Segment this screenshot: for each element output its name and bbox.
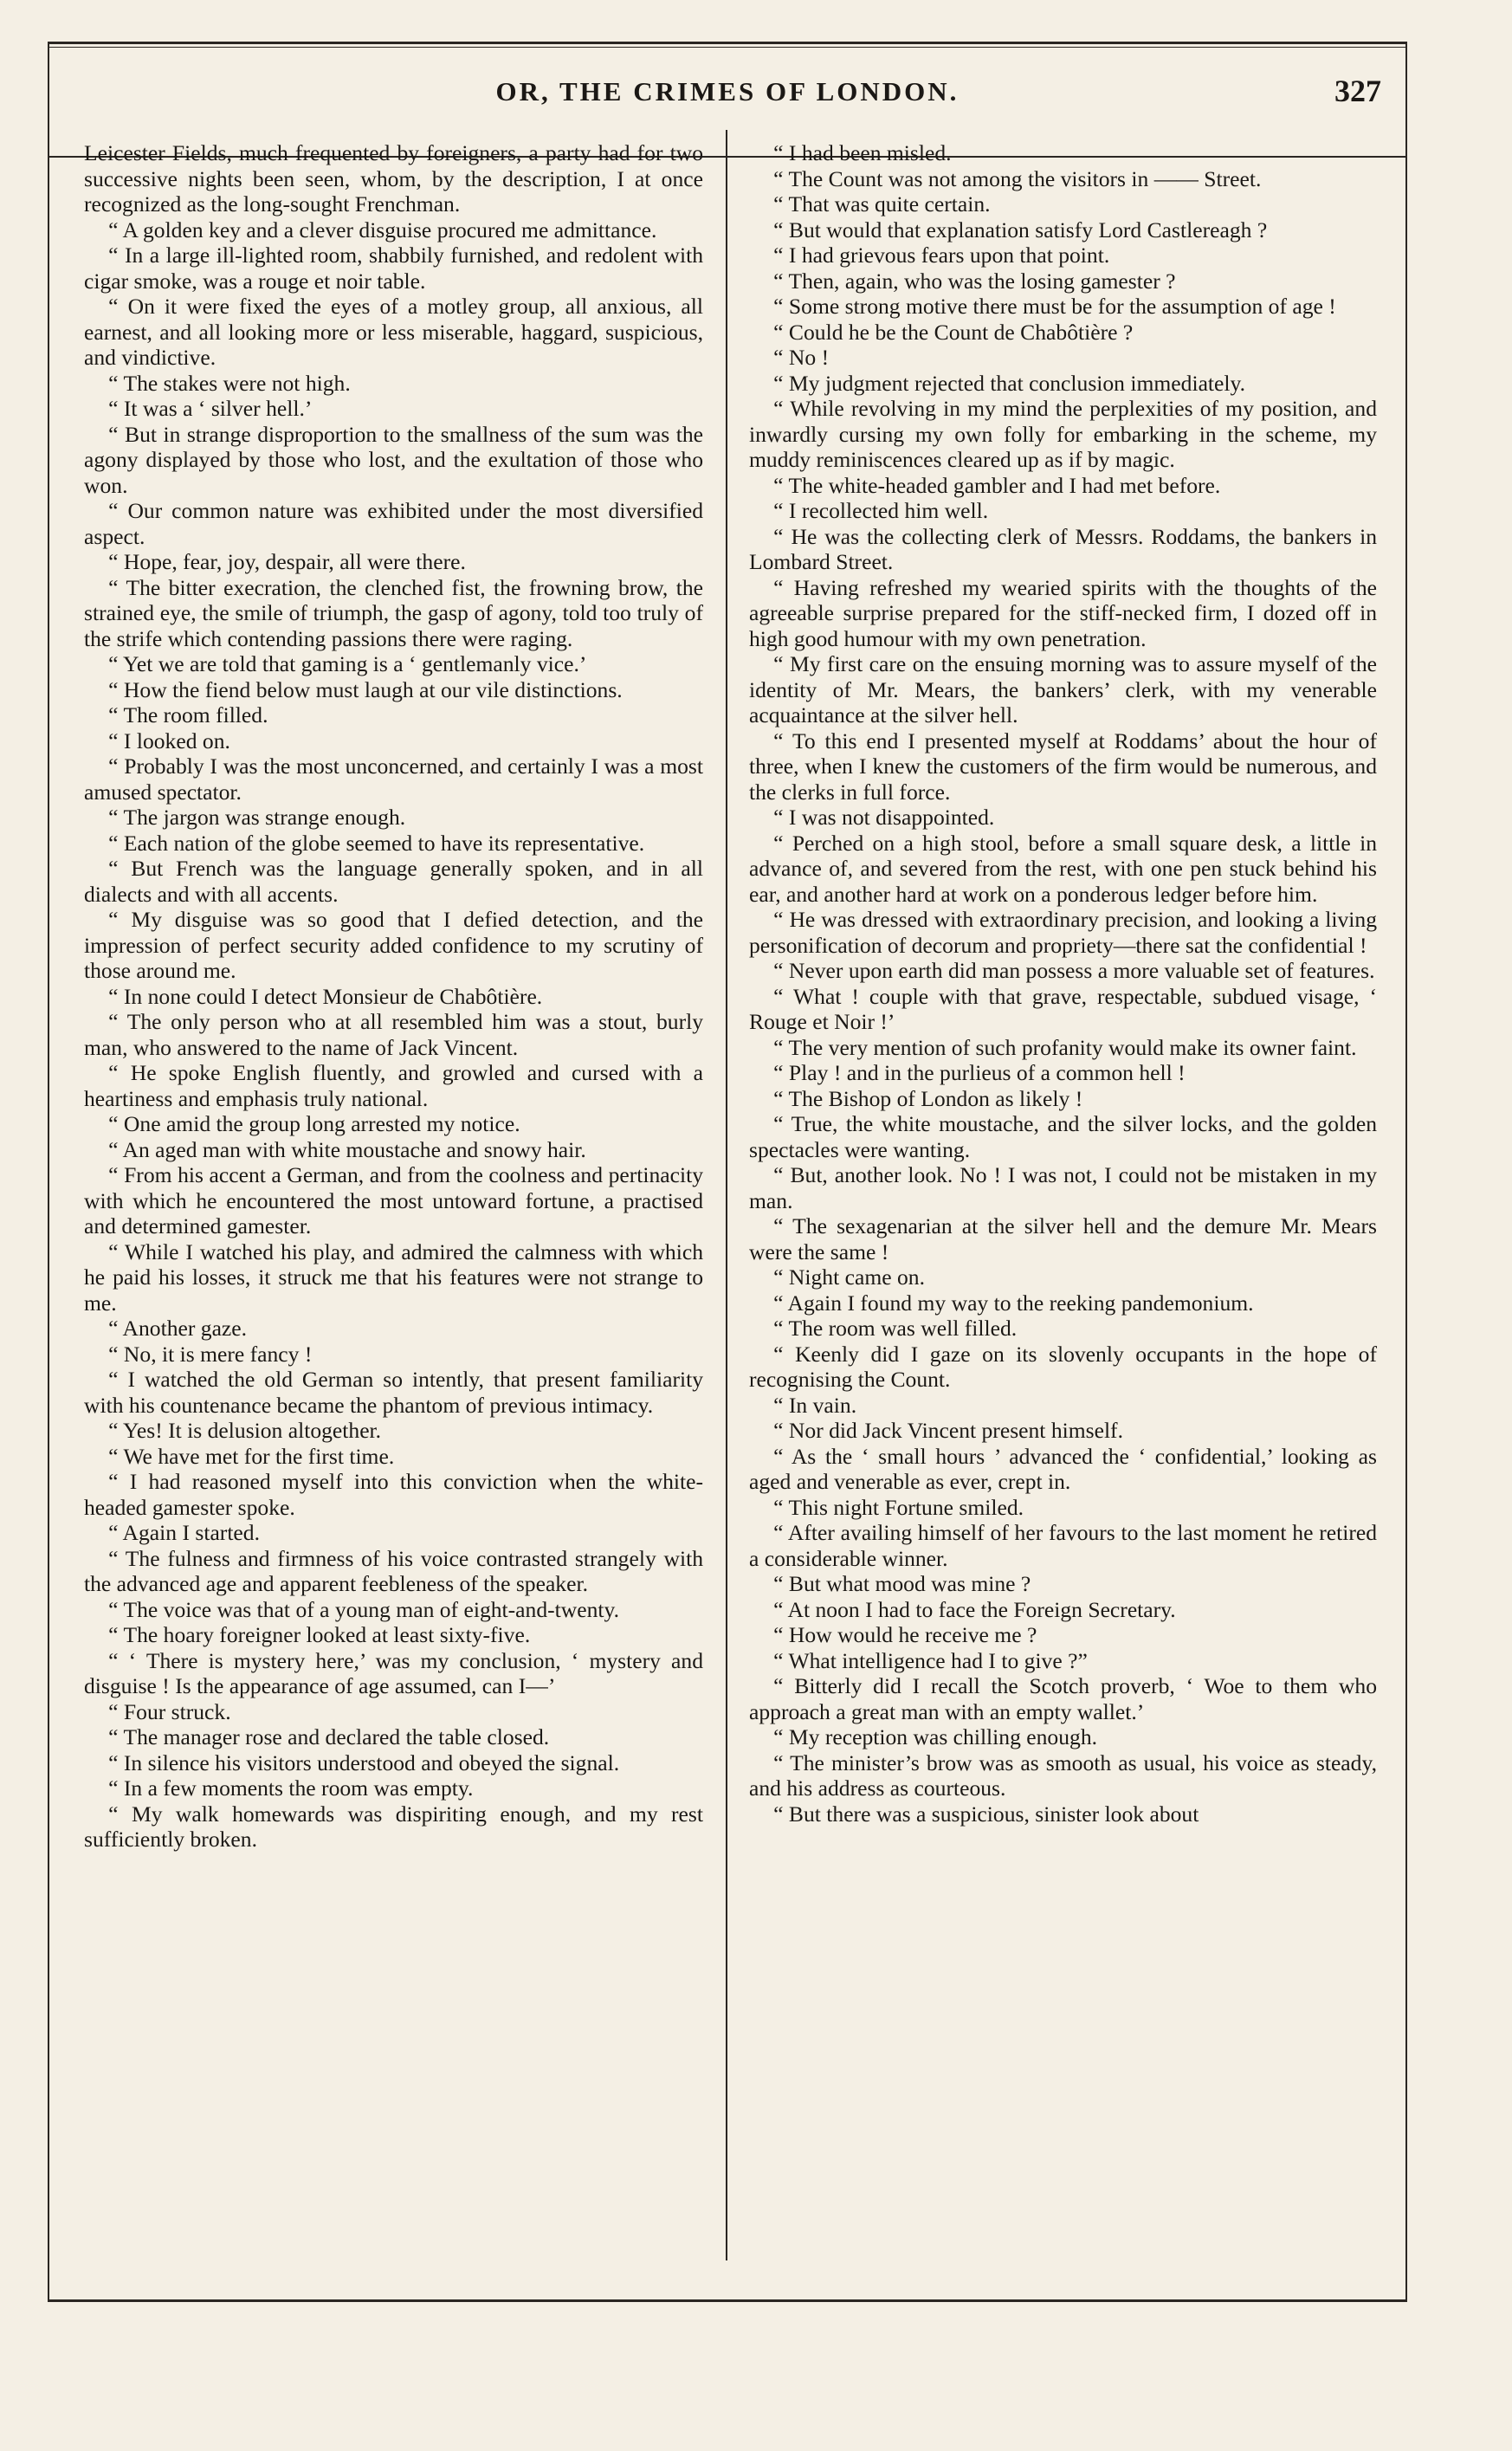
paragraph: “ I recollected him well.	[773, 498, 989, 523]
paragraph: “ I looked on.	[108, 728, 230, 753]
paragraph: “ He was dressed with extraordinary precision, and looking a living personification of decorum and propriety—there sat the confidential !	[749, 907, 1377, 958]
paragraph: “ My first care on the ensuing morning was to assure myself of the identity of Mr. Mears, the bankers’ clerk, with my venerable acquaintance at the silver hell.	[749, 651, 1377, 728]
paragraph: “ But, another look. No ! I was not, I could not be mistaken in my man.	[749, 1162, 1377, 1213]
paragraph: “ The very mention of such profanity would make its owner faint.	[773, 1034, 1357, 1060]
paragraph: “ The only person who at all resembled him was a stout, burly man, who answered to the name of Jack Vincent.	[84, 1009, 703, 1060]
top-rule	[48, 42, 1407, 44]
paragraph: “ But there was a suspicious, sinister look about	[773, 1801, 1199, 1827]
paragraph: “ As the ‘ small hours ’ advanced the ‘ confidential,’ looking as aged and venerable as ever, crept in.	[749, 1443, 1377, 1494]
paragraph: “ Perched on a high stool, before a small square desk, a little in advance of, and severed from the rest, with one pen stuck behind his ear, and another hard at work on a ponderous ledger before him.	[749, 830, 1377, 907]
paragraph: “ This night Fortune smiled.	[773, 1494, 1024, 1520]
page-number: 327	[1334, 74, 1381, 108]
paragraph: “ In a large ill-lighted room, shabbily furnished, and redolent with cigar smoke, was a rouge et noir table.	[84, 243, 703, 294]
paragraph: “ That was quite certain.	[773, 191, 991, 217]
left-column	[84, 140, 703, 1853]
paragraph: “ An aged man with white moustache and snowy hair.	[108, 1136, 586, 1162]
paragraph: “ The stakes were not high.	[108, 370, 351, 396]
paragraph: “ While revolving in my mind the perplexities of my position, and inwardly cursing my own folly for embarking in the scheme, my muddy reminiscences cleared up as if by magic.	[749, 396, 1377, 472]
paragraph: “ The bitter execration, the clenched fist, the frowning brow, the strained eye, the smile of triumph, the gasp of agony, told too truly of the strife which contending passions there were raging.	[84, 574, 703, 651]
paragraph: “ The voice was that of a young man of eight-and-twenty.	[108, 1596, 620, 1622]
paragraph: “ What ! couple with that grave, respectable, subdued visage, ‘ Rouge et Noir !’	[749, 983, 1377, 1034]
paragraph: “ Probably I was the most unconcerned, and certainly I was a most amused spectator.	[84, 753, 703, 805]
paragraph: “ The manager rose and declared the table closed.	[108, 1724, 550, 1749]
paragraph: “ Four struck.	[108, 1698, 231, 1724]
paragraph: “ But would that explanation satisfy Lord Castlereagh ?	[773, 217, 1268, 243]
paragraph: “ I had been misled.	[773, 140, 952, 165]
paragraph: “ Hope, fear, joy, despair, all were there.	[108, 549, 466, 574]
paragraph: “ Yes! It is delusion altogether.	[108, 1418, 382, 1443]
paragraph: “ After availing himself of her favours to the last moment he retired a considerable winner.	[749, 1520, 1377, 1571]
paragraph: “ Play ! and in the purlieus of a common hell !	[773, 1060, 1186, 1085]
paragraph: “ Each nation of the globe seemed to have its representative.	[108, 830, 645, 856]
paragraph: “ I was not disappointed.	[773, 805, 995, 830]
paragraph: “ The hoary foreigner looked at least sixty-five.	[108, 1622, 531, 1647]
paragraph: “ What intelligence had I to give ?”	[773, 1647, 1088, 1673]
paragraph: “ He spoke English fluently, and growled and cursed with a heartiness and emphasis truly national.	[84, 1060, 703, 1111]
paragraph: Leicester Fields, much frequented by foreigners, a party had for two successive nights been seen, whom, by the description, I at once recognized as the long-sought Frenchman.	[84, 140, 703, 217]
paragraph: “ No !	[773, 345, 830, 370]
paragraph: “ In none could I detect Monsieur de Chabôtière.	[108, 983, 543, 1009]
paragraph: “ How the fiend below must laugh at our vile distinctions.	[108, 676, 623, 702]
paragraph: “ Night came on.	[773, 1264, 925, 1290]
paragraph: “ But in strange disproportion to the smallness of the sum was the agony displayed by those who lost, and the exultation of those who won.	[84, 421, 703, 498]
paragraph: “ Could he be the Count de Chabôtière ?	[773, 319, 1134, 345]
paragraph: “ I had reasoned myself into this conviction when the white-headed gamester spoke.	[84, 1469, 703, 1520]
paragraph: “ My walk homewards was dispiriting enough, and my rest sufficiently broken.	[84, 1801, 703, 1852]
paragraph: “ While I watched his play, and admired the calmness with which he paid his losses, it struck me that his features were not strange to me.	[84, 1238, 703, 1316]
bottom-rule	[48, 2299, 1407, 2302]
paragraph: “ How would he receive me ?	[773, 1622, 1037, 1647]
paragraph: “ He was the collecting clerk of Messrs. Roddams, the bankers in Lombard Street.	[749, 523, 1377, 574]
paragraph: “ The fulness and firmness of his voice contrasted strangely with the advanced age and apparent feebleness of the speaker.	[84, 1545, 703, 1596]
paragraph: “ But what mood was mine ?	[773, 1571, 1031, 1596]
paragraph: “ The Count was not among the visitors in —— Street.	[773, 165, 1262, 191]
paragraph: “ The jargon was strange enough.	[108, 805, 406, 830]
paragraph: “ No, it is mere fancy !	[108, 1341, 313, 1367]
paragraph: “ Never upon earth did man possess a more valuable set of features.	[773, 958, 1375, 983]
paragraph: “ Yet we are told that gaming is a ‘ gentlemanly vice.’	[108, 651, 587, 676]
paragraph: “ ‘ There is mystery here,’ was my conclusion, ‘ mystery and disguise ! Is the appearance of age assumed, can I—’	[84, 1647, 703, 1698]
paragraph: “ Having refreshed my wearied spirits with the thoughts of the agreeable surprise prepared for the stiff-necked firm, I dozed off in high good humour with my own penetration.	[749, 574, 1377, 651]
right-border	[1405, 42, 1407, 2302]
running-head	[48, 76, 1407, 128]
paragraph: “ Keenly did I gaze on its slovenly occupants in the hope of recognising the Count.	[749, 1341, 1377, 1392]
right-column	[749, 140, 1377, 1827]
paragraph: “ Another gaze.	[108, 1316, 248, 1341]
column-divider	[726, 130, 727, 2260]
top-rule-thin	[48, 47, 1407, 48]
paragraph: “ Our common nature was exhibited under the most diversified aspect.	[84, 498, 703, 549]
paragraph: “ I watched the old German so intently, that present familiarity with his countenance became the phantom of previous intimacy.	[84, 1367, 703, 1418]
paragraph: “ A golden key and a clever disguise procured me admittance.	[108, 217, 657, 243]
paragraph: “ One amid the group long arrested my notice.	[108, 1111, 520, 1136]
paragraph: “ My reception was chilling enough.	[773, 1724, 1098, 1749]
paragraph: “ The white-headed gambler and I had met before.	[773, 472, 1221, 498]
paragraph: “ I had grievous fears upon that point.	[773, 243, 1110, 268]
paragraph: “ To this end I presented myself at Roddams’ about the hour of three, when I knew the customers of the firm would be numerous, and the clerks in full force.	[749, 728, 1377, 805]
page-frame	[48, 33, 1407, 2363]
paragraph: “ The room was well filled.	[773, 1316, 1018, 1341]
paragraph: “ Again I started.	[108, 1520, 260, 1545]
paragraph: “ From his accent a German, and from the coolness and pertinacity with which he encountered the most untoward fortune, a practised and determined gamester.	[84, 1162, 703, 1238]
left-border	[48, 42, 49, 2302]
paragraph: “ True, the white moustache, and the silver locks, and the golden spectacles were wanting.	[749, 1111, 1377, 1162]
paragraph: “ My disguise was so good that I defied detection, and the impression of perfect security added confidence to my scrutiny of those around me.	[84, 907, 703, 983]
paragraph: “ The Bishop of London as likely !	[773, 1085, 1083, 1111]
paragraph: “ Then, again, who was the losing gamester ?	[773, 268, 1176, 294]
paragraph: “ It was a ‘ silver hell.’	[108, 396, 313, 421]
running-title: OR, THE CRIMES OF LONDON.	[495, 76, 960, 107]
paragraph: “ Nor did Jack Vincent present himself.	[773, 1418, 1123, 1443]
paragraph: “ Bitterly did I recall the Scotch proverb, ‘ Woe to them who approach a great man with an empty wallet.’	[749, 1673, 1377, 1724]
paragraph: “ In silence his visitors understood and obeyed the signal.	[108, 1749, 620, 1775]
paragraph: “ In a few moments the room was empty.	[108, 1775, 474, 1801]
paragraph: “ The minister’s brow was as smooth as usual, his voice as steady, and his address as courteous.	[749, 1749, 1377, 1801]
paragraph: “ My judgment rejected that conclusion immediately.	[773, 370, 1246, 396]
paragraph: “ In vain.	[773, 1392, 857, 1418]
paragraph: “ On it were fixed the eyes of a motley group, all anxious, all earnest, and all looking more or less miserable, haggard, suspicious, and vindictive.	[84, 294, 703, 370]
paragraph: “ We have met for the first time.	[108, 1443, 395, 1469]
paragraph: “ Some strong motive there must be for the assumption of age !	[773, 294, 1336, 319]
paragraph: “ The room filled.	[108, 702, 268, 728]
paragraph: “ The sexagenarian at the silver hell and the demure Mr. Mears were the same !	[749, 1213, 1377, 1264]
paragraph: “ Again I found my way to the reeking pandemonium.	[773, 1290, 1254, 1316]
paragraph: “ But French was the language generally spoken, and in all dialects and with all accents.	[84, 856, 703, 907]
paragraph: “ At noon I had to face the Foreign Secretary.	[773, 1596, 1176, 1622]
